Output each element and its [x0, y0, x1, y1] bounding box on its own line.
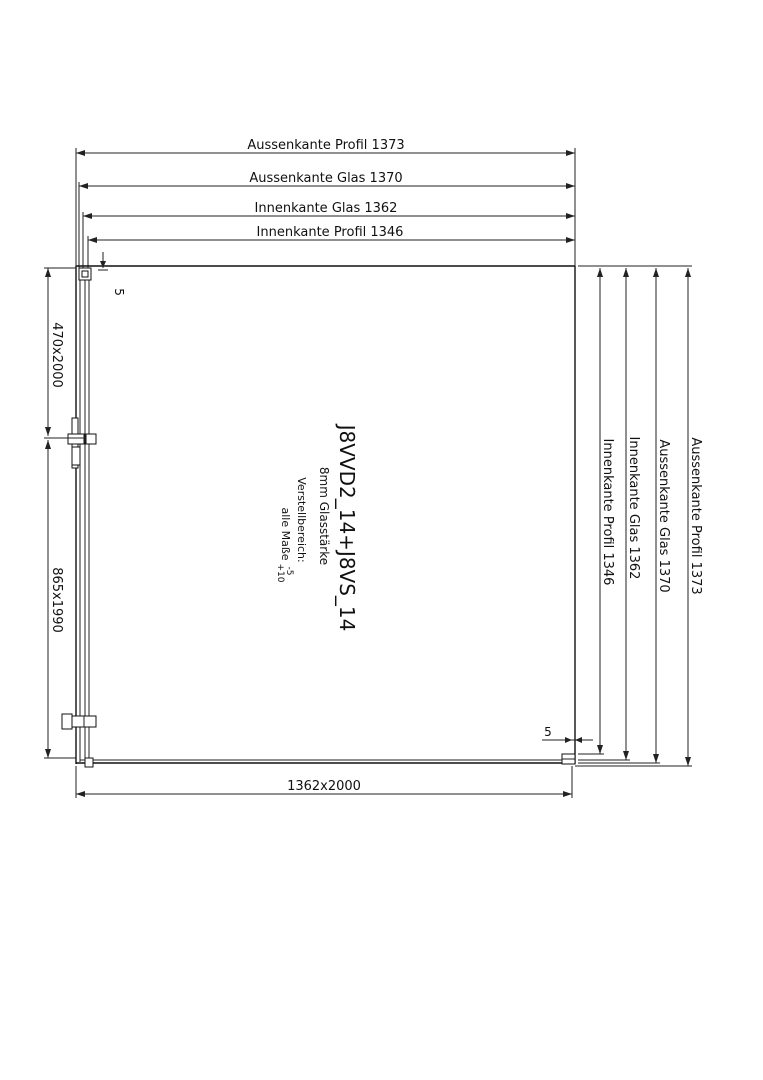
- dim-upper-panel: 470x2000: [49, 322, 64, 388]
- dim-aussenkante-profil-top: Aussenkante Profil 1373: [247, 138, 405, 153]
- dim-innenkante-profil-right: Innenkante Profil 1346: [600, 438, 615, 586]
- dim-aussenkante-glas-right: Aussenkante Glas 1370: [656, 439, 671, 593]
- dim-innenkante-glas-top: Innenkante Glas 1362: [254, 201, 398, 216]
- dim-aussenkante-glas-top: Aussenkante Glas 1370: [249, 171, 403, 186]
- dim-innenkante-profil-top: Innenkante Profil 1346: [256, 225, 404, 240]
- bottom-hinge: [62, 714, 96, 729]
- dim-bottom-width: 1362x2000: [287, 779, 361, 794]
- offset-bottom-label: 5: [544, 725, 552, 739]
- shower-frame: [76, 266, 660, 766]
- model-label: J8VVD2_14+J8VS_14: [335, 424, 359, 632]
- adjust-range-label: Verstellbereich:: [295, 477, 308, 563]
- offset-top-label: 5: [112, 288, 126, 296]
- tolerance-minus: -5: [284, 566, 294, 576]
- offset-top-marker: [98, 252, 108, 270]
- all-dims-label: alle Maße: [279, 507, 292, 561]
- glass-thickness-label: 8mm Glasstärke: [317, 466, 331, 566]
- dim-aussenkante-profil-right: Aussenkante Profil 1373: [688, 437, 703, 595]
- dim-innenkante-glas-right: Innenkante Glas 1362: [626, 436, 641, 580]
- door-handle: [44, 418, 96, 468]
- tolerance-plus: +10: [275, 563, 285, 583]
- dim-lower-panel: 865x1990: [49, 567, 64, 633]
- bottom-left-bracket: [85, 758, 93, 767]
